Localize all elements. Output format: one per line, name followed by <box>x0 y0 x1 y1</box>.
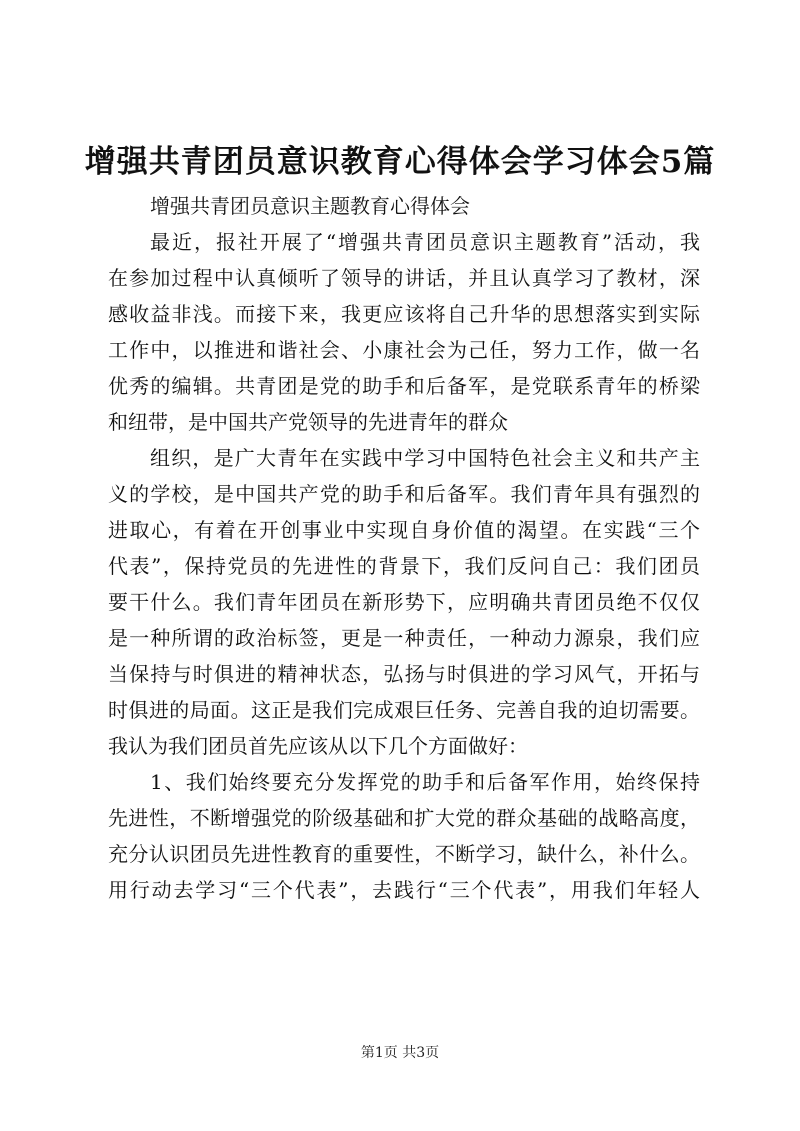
paragraph-line: 义的学校，是中国共产党的助手和后备军。我们青年具有强烈的 <box>108 482 700 506</box>
paragraph-line: 和纽带，是中国共产党领导的先进青年的群众 <box>108 410 508 434</box>
paragraph-line: 先进性，不断增强党的阶级基础和扩大党的群众基础的战略高度， <box>108 806 700 830</box>
paragraph-line: 当保持与时俱进的精神状态，弘扬与时俱进的学习风气，开拓与 <box>108 662 700 686</box>
paragraph-line: 要干什么。我们青年团员在新形势下，应明确共青团员绝不仅仅 <box>108 590 700 614</box>
paragraph-line: 充分认识团员先进性教育的重要性，不断学习，缺什么，补什么。 <box>108 842 700 866</box>
paragraph-line: 代表”，保持党员的先进性的背景下，我们反问自己：我们团员 <box>108 554 700 578</box>
paragraph-2 <box>108 440 700 764</box>
paragraph-line: 1、我们始终要充分发挥党的助手和后备军作用，始终保持 <box>150 770 700 794</box>
paragraph-line: 感收益非浅。而接下来，我更应该将自己升华的思想落实到实际 <box>108 302 700 326</box>
paragraph-line: 进取心，有着在开创事业中实现自身价值的渴望。在实践“三个 <box>108 518 700 542</box>
paragraph-1 <box>108 224 700 440</box>
paragraph-line: 时俱进的局面。这正是我们完成艰巨任务、完善自我的迫切需要。 <box>108 698 700 722</box>
document-title: 增强共青团员意识教育心得体会学习体会5篇 <box>84 144 716 180</box>
paragraph-line: 组织，是广大青年在实践中学习中国特色社会主义和共产主 <box>150 446 700 470</box>
paragraph-line: 优秀的编辑。共青团是党的助手和后备军，是党联系青年的桥梁 <box>108 374 700 398</box>
paragraph-line: 最近，报社开展了“增强共青团员意识主题教育”活动，我 <box>150 230 700 254</box>
paragraph-3 <box>108 764 700 908</box>
page-footer: 第1页 共3页 <box>360 1045 440 1061</box>
document-subtitle: 增强共青团员意识主题教育心得体会 <box>150 194 470 218</box>
paragraph-line: 工作中，以推进和谐社会、小康社会为己任，努力工作，做一名 <box>108 338 700 362</box>
paragraph-line: 是一种所谓的政治标签，更是一种责任，一种动力源泉，我们应 <box>108 626 700 650</box>
document-body <box>108 188 700 908</box>
paragraph-line: 用行动去学习“三个代表”，去践行“三个代表”，用我们年轻人 <box>108 878 700 902</box>
paragraph-line: 在参加过程中认真倾听了领导的讲话，并且认真学习了教材，深 <box>108 266 700 290</box>
paragraph-line: 我认为我们团员首先应该从以下几个方面做好： <box>108 734 528 758</box>
